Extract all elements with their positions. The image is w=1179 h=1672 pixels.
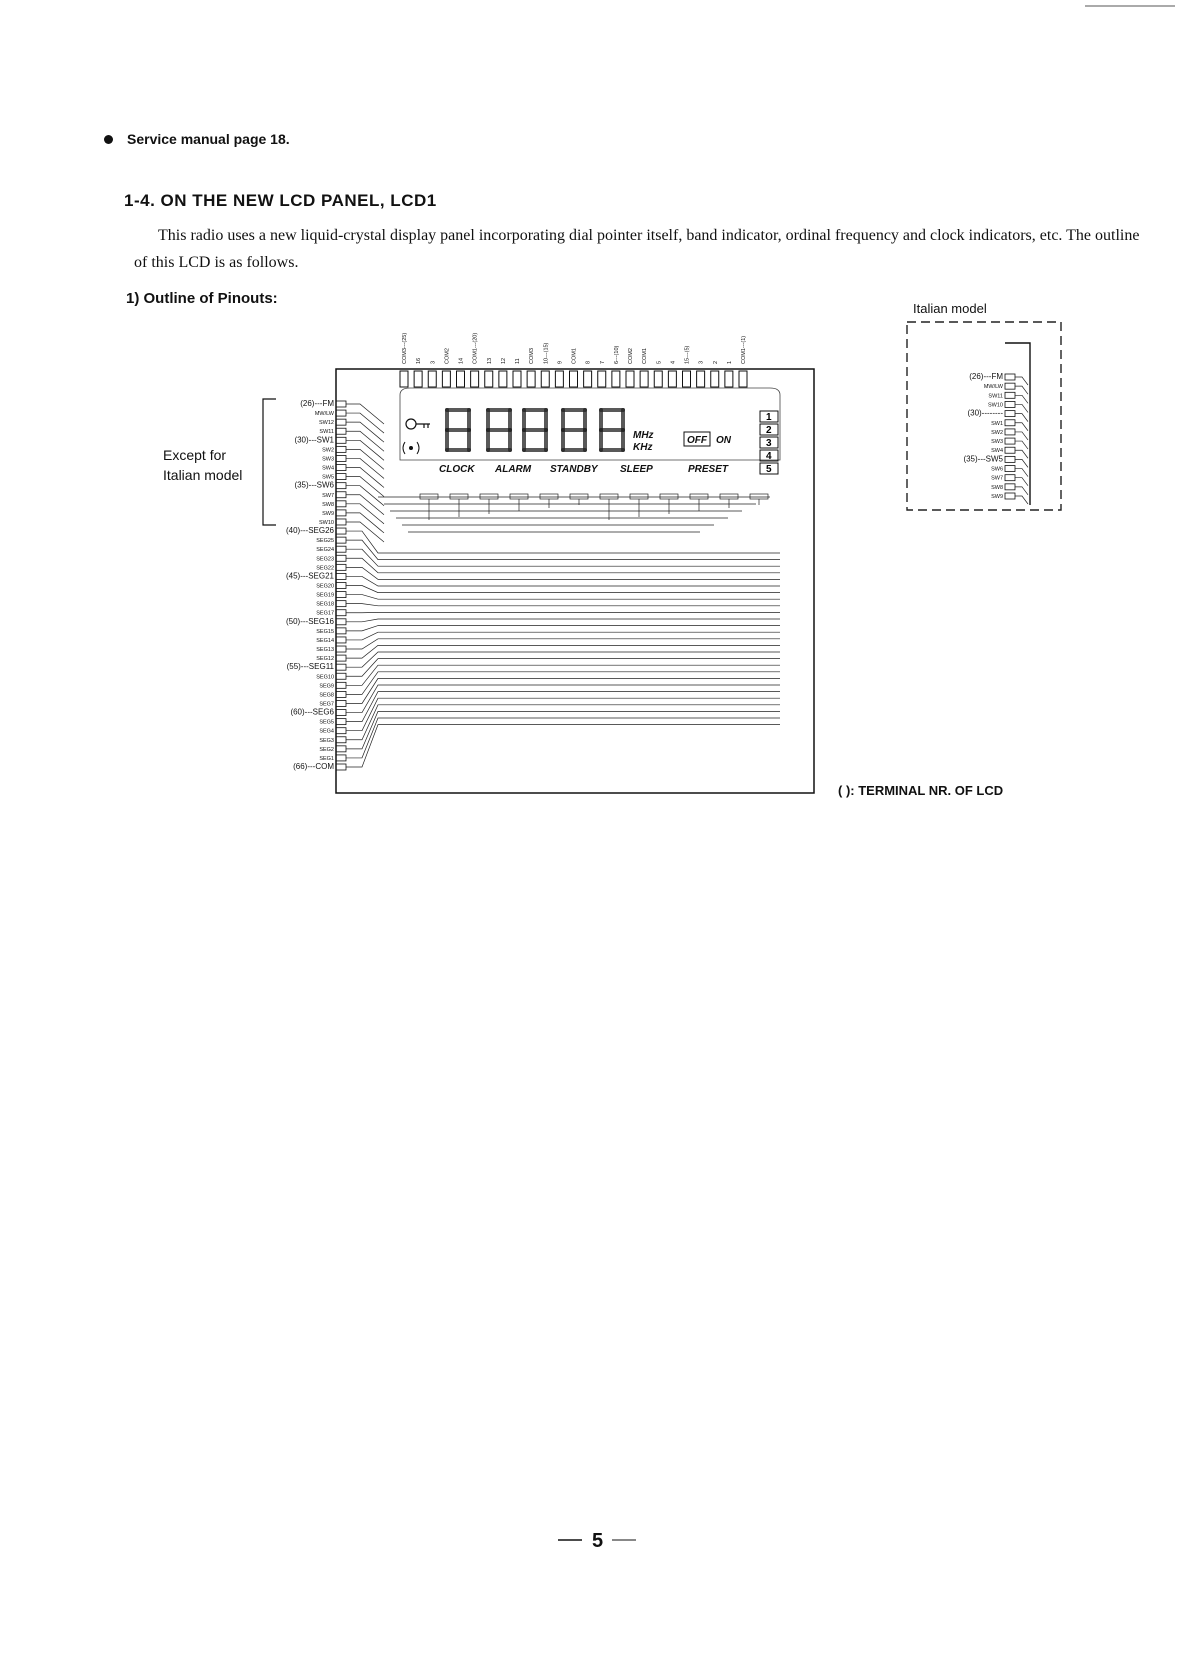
- left-pin: [336, 583, 346, 589]
- bus-pad: [540, 494, 558, 499]
- left-pin-connectors: [286, 399, 346, 771]
- top-pin: [570, 371, 578, 387]
- seven-segment-digits: [447, 410, 623, 450]
- italian-pin: [1005, 411, 1015, 417]
- terminal-legend-note: ( ): TERMINAL NR. OF LCD: [838, 783, 1004, 798]
- left-pin: [336, 501, 346, 507]
- top-pin-label: 13: [486, 357, 493, 364]
- preset-number: 3: [766, 438, 772, 449]
- left-pin-label: MW/LW: [314, 411, 334, 418]
- bus-pad: [630, 494, 648, 499]
- top-pin-label: 9: [557, 360, 564, 364]
- bus-pad: [660, 494, 678, 499]
- antenna-icon: [403, 442, 419, 454]
- top-pin-label: 1: [726, 360, 733, 364]
- switch-trace: [346, 458, 384, 478]
- left-pin: [336, 492, 346, 498]
- left-pin-label: SW8: [322, 501, 334, 508]
- left-pin-label: SEG19: [316, 592, 334, 599]
- left-pin-label: SW3: [322, 456, 334, 463]
- italian-pin-label: SW8: [991, 484, 1003, 491]
- left-pin: [336, 682, 346, 688]
- top-pin-label: COM1: [571, 348, 578, 364]
- bus-pad: [570, 494, 588, 499]
- italian-pin: [1005, 374, 1015, 380]
- left-pin: [336, 410, 346, 416]
- left-pin-label: (60)---SEG6: [290, 707, 334, 717]
- left-pin-label: SW4: [322, 465, 334, 472]
- italian-pin: [1005, 383, 1015, 389]
- top-pin-connectors: [400, 371, 747, 387]
- segment-trace: [346, 711, 780, 748]
- italian-pin: [1005, 466, 1015, 472]
- left-pin-label: SEG13: [316, 647, 334, 654]
- italian-model-inset: [907, 322, 1061, 510]
- segment-trace: [346, 558, 780, 573]
- bus-pad: [510, 494, 528, 499]
- bus-pad: [420, 494, 438, 499]
- left-pin-label: SEG1: [319, 755, 334, 762]
- lcd-standby-label: STANDBY: [550, 464, 598, 475]
- italian-pin-label: SW4: [991, 448, 1003, 455]
- left-pin-label: SEG15: [316, 628, 334, 635]
- top-pin: [584, 371, 592, 387]
- top-pin-label: 3: [430, 360, 437, 364]
- italian-pin-label: (26)---FM: [969, 372, 1003, 381]
- left-pin: [336, 510, 346, 516]
- top-pin: [513, 371, 521, 387]
- left-pin-label: (26)---FM: [300, 399, 334, 408]
- top-pin: [485, 371, 493, 387]
- left-pin: [336, 483, 346, 489]
- left-pin: [336, 601, 346, 607]
- left-pin-label: SW10: [319, 519, 334, 526]
- lcd-sleep-label: SLEEP: [620, 464, 653, 475]
- segment-trace: [346, 672, 780, 695]
- left-pin-label: (30)---SW1: [294, 435, 334, 445]
- switch-trace: [346, 504, 384, 524]
- segment-trace: [346, 685, 780, 713]
- left-pin-label: (55)---SEG11: [286, 662, 334, 672]
- left-pin-label: SEG2: [319, 746, 334, 753]
- key-icon: [406, 419, 430, 429]
- left-pin-label: SEG18: [316, 601, 334, 608]
- top-pin-labels: [402, 333, 747, 364]
- segment-trace: [346, 718, 780, 758]
- lcd-khz-label: KHz: [633, 442, 653, 453]
- segment-trace: [346, 725, 780, 767]
- left-pin: [336, 455, 346, 461]
- left-pin-label: SEG20: [316, 583, 334, 590]
- left-pin: [336, 446, 346, 452]
- switch-trace: [346, 477, 384, 497]
- left-pin: [336, 737, 346, 743]
- bus-pad: [720, 494, 738, 499]
- segment-trace: [346, 705, 780, 740]
- segment-trace: [346, 678, 780, 703]
- left-pin: [336, 691, 346, 697]
- top-pin: [640, 371, 648, 387]
- top-pin-label: COM2: [444, 348, 451, 364]
- left-pin-label: SEG5: [319, 719, 334, 726]
- italian-pin-label: SW3: [991, 439, 1003, 446]
- top-pin: [442, 371, 450, 387]
- top-pin-label: 2: [712, 360, 719, 364]
- top-pin-label: 16: [416, 357, 423, 364]
- left-pin: [336, 710, 346, 716]
- italian-model-title: Italian model: [913, 301, 987, 316]
- italian-pin-label: SW7: [991, 475, 1003, 482]
- switch-trace: [346, 413, 384, 433]
- left-pin-label: SEG4: [319, 728, 334, 735]
- top-pin-label: 10---(15): [543, 342, 550, 364]
- top-pin: [626, 371, 634, 387]
- segment-trace: [346, 639, 780, 649]
- italian-pin: [1005, 420, 1015, 426]
- segment-trace: [346, 576, 780, 586]
- bus-pad: [480, 494, 498, 499]
- left-pin: [336, 755, 346, 761]
- top-pin-label: 3: [698, 360, 705, 364]
- left-pin-label: SW2: [322, 447, 334, 454]
- left-pin: [336, 546, 346, 552]
- italian-pin: [1005, 493, 1015, 499]
- switch-trace: [346, 495, 384, 515]
- left-pin: [336, 619, 346, 625]
- segment-trace: [346, 531, 780, 553]
- top-pin: [414, 371, 422, 387]
- lcd-clock-label: CLOCK: [439, 464, 475, 475]
- left-pin: [336, 528, 346, 534]
- top-pin: [725, 371, 733, 387]
- top-pin: [598, 371, 606, 387]
- left-pin: [336, 564, 346, 570]
- top-pin-label: COM2: [628, 348, 634, 364]
- preset-number: 2: [766, 425, 772, 436]
- top-pin: [499, 371, 507, 387]
- left-pin-label: SEG14: [316, 637, 334, 644]
- top-pin-label: 6---(10): [613, 345, 620, 364]
- switch-trace: [346, 431, 384, 451]
- seven-segment-digit: [447, 410, 469, 450]
- seven-segment-digit: [601, 410, 623, 450]
- left-pin-label: SW9: [322, 510, 334, 517]
- left-pin-label: SEG12: [316, 656, 334, 663]
- top-pin: [428, 371, 436, 387]
- top-pin: [612, 371, 620, 387]
- left-pin-label: (66)---COM: [293, 762, 334, 771]
- segment-trace: [346, 595, 780, 600]
- left-pin-label: SW11: [319, 429, 334, 436]
- left-pin: [336, 728, 346, 734]
- italian-pin: [1005, 429, 1015, 435]
- top-pin: [457, 371, 465, 387]
- top-pin: [400, 371, 408, 387]
- left-pin: [336, 610, 346, 616]
- left-pin: [336, 474, 346, 480]
- preset-indicators: [760, 411, 778, 475]
- switch-trace: [346, 422, 384, 442]
- italian-pin: [1005, 401, 1015, 407]
- top-pin: [527, 371, 535, 387]
- left-pin-label: SEG25: [316, 538, 334, 545]
- segment-trace: [346, 626, 780, 631]
- lcd-on-label: ON: [716, 435, 731, 446]
- top-pin-label: COM1---(20): [472, 332, 479, 364]
- italian-pin-label: SW2: [991, 429, 1003, 436]
- left-pin: [336, 719, 346, 725]
- preset-number: 1: [766, 412, 772, 423]
- italian-pin: [1005, 456, 1015, 462]
- top-pin-label: 5: [656, 360, 663, 364]
- italian-pin-label: (30)--------: [967, 408, 1003, 418]
- top-pin-label: 14: [458, 357, 465, 364]
- left-pin: [336, 746, 346, 752]
- switch-trace: [346, 522, 384, 542]
- top-pin: [711, 371, 719, 387]
- top-pin-label: COM1: [642, 348, 649, 364]
- top-pin-label: 15---(5): [684, 345, 691, 364]
- section-paragraph: This radio uses a new liquid-crystal display panel incorporating dial pointer itself, band indicator, ordinal frequency and clock indicators, etc. The outline of this LCD is as follows.: [134, 227, 1140, 271]
- italian-pin: [1005, 392, 1015, 398]
- top-pin-label: COM3---(25): [402, 332, 408, 364]
- lcd-off-label: OFF: [687, 435, 707, 446]
- italian-pin: [1005, 475, 1015, 481]
- lcd-alarm-label: ALARM: [495, 464, 532, 475]
- lcd-mhz-label: MHz: [633, 430, 654, 441]
- except-label-line1: Except for: [163, 447, 227, 463]
- left-pin: [336, 592, 346, 598]
- left-pin: [336, 537, 346, 543]
- top-pin-label: 7: [599, 360, 606, 364]
- bus-pad: [450, 494, 468, 499]
- except-label-line2: Italian model: [163, 467, 243, 483]
- service-manual-text: Service manual page 18.: [127, 131, 290, 147]
- left-pin-label: SEG10: [316, 674, 334, 681]
- left-pin-label: SEG23: [316, 556, 334, 563]
- italian-pin-label: SW11: [988, 393, 1003, 400]
- lcd-outline: [336, 369, 814, 793]
- left-pin: [336, 655, 346, 661]
- segment-trace: [346, 619, 780, 622]
- preset-number: 5: [766, 464, 772, 475]
- left-pin: [336, 628, 346, 634]
- left-pin: [336, 401, 346, 407]
- left-pin-label: (35)---SW6: [294, 480, 334, 490]
- left-pin-label: SEG17: [316, 610, 334, 617]
- left-pin: [336, 673, 346, 679]
- left-pin: [336, 519, 346, 525]
- top-pin-label: COM1---(1): [741, 335, 747, 364]
- left-pin-label: SW12: [319, 420, 334, 427]
- lcd-preset-label: PRESET: [688, 464, 729, 475]
- left-pin: [336, 764, 346, 770]
- lcd-display-area: [400, 388, 780, 475]
- top-pin: [555, 371, 563, 387]
- segment-trace: [346, 549, 780, 566]
- segment-trace: [346, 698, 780, 731]
- left-pin-label: SEG24: [316, 547, 334, 554]
- bus-pad: [600, 494, 618, 499]
- top-pin-label: 12: [500, 357, 507, 364]
- seven-segment-digit: [524, 410, 546, 450]
- top-pin: [683, 371, 691, 387]
- top-pin-label: COM3: [529, 348, 536, 364]
- top-pin: [654, 371, 662, 387]
- left-pin-label: (40)---SEG26: [285, 526, 334, 536]
- left-pin: [336, 664, 346, 670]
- section-heading: 1-4. ON THE NEW LCD PANEL, LCD1: [124, 191, 437, 210]
- italian-pin-label: (35)---SW5: [963, 454, 1003, 464]
- italian-pin: [1005, 484, 1015, 490]
- left-pin: [336, 573, 346, 579]
- top-pin: [541, 371, 549, 387]
- segment-trace: [346, 665, 780, 685]
- left-pin-label: (45)---SEG21: [285, 571, 334, 581]
- left-pin-label: (50)---SEG16: [285, 616, 334, 626]
- bus-pad: [750, 494, 768, 499]
- italian-pin-label: SW1: [991, 420, 1003, 427]
- seven-segment-digit: [563, 410, 585, 450]
- top-pin: [697, 371, 705, 387]
- switch-trace: [346, 404, 384, 424]
- segment-trace: [346, 540, 780, 559]
- left-pin-label: SW7: [322, 492, 334, 499]
- italian-pin-label: MW/LW: [983, 384, 1003, 391]
- left-pin: [336, 428, 346, 434]
- left-pin-label: SEG9: [319, 683, 334, 690]
- pinout-subheading: 1) Outline of Pinouts:: [126, 290, 278, 307]
- top-pin: [668, 371, 676, 387]
- segment-traces: [346, 404, 780, 767]
- italian-pin: [1005, 447, 1015, 453]
- segment-trace: [346, 659, 780, 677]
- top-pin-label: 8: [585, 360, 592, 364]
- italian-pin: [1005, 438, 1015, 444]
- left-pin-label: SW5: [322, 474, 334, 481]
- top-pin-label: 11: [515, 358, 521, 364]
- left-pin: [336, 465, 346, 471]
- switch-trace: [346, 513, 384, 533]
- left-pin: [336, 437, 346, 443]
- switch-trace: [346, 468, 384, 488]
- left-pin: [336, 555, 346, 561]
- page-number: 5: [592, 1530, 604, 1552]
- left-pin-label: SEG3: [319, 737, 334, 744]
- seven-segment-digit: [488, 410, 510, 450]
- left-pin-label: SEG7: [319, 701, 334, 708]
- bus-pad: [690, 494, 708, 499]
- italian-pin-label: SW10: [988, 402, 1003, 409]
- left-pin-label: SEG22: [316, 565, 334, 572]
- left-pin: [336, 637, 346, 643]
- italian-pin-label: SW9: [991, 494, 1003, 500]
- italian-pin-connectors: [963, 372, 1028, 504]
- switch-trace: [346, 440, 384, 460]
- switch-trace: [346, 486, 384, 506]
- left-pin: [336, 646, 346, 652]
- top-pin: [471, 371, 479, 387]
- left-pin-label: SEG8: [319, 692, 334, 699]
- segment-trace: [346, 567, 780, 579]
- segment-trace: [346, 692, 780, 722]
- preset-number: 4: [766, 451, 772, 462]
- switch-trace: [346, 449, 384, 469]
- segment-trace: [346, 586, 780, 593]
- left-pin: [336, 700, 346, 706]
- top-pin: [739, 371, 747, 387]
- left-pin: [336, 419, 346, 425]
- top-pin-label: 4: [670, 360, 677, 364]
- italian-pin-label: SW6: [991, 466, 1003, 473]
- segment-trace: [346, 604, 780, 606]
